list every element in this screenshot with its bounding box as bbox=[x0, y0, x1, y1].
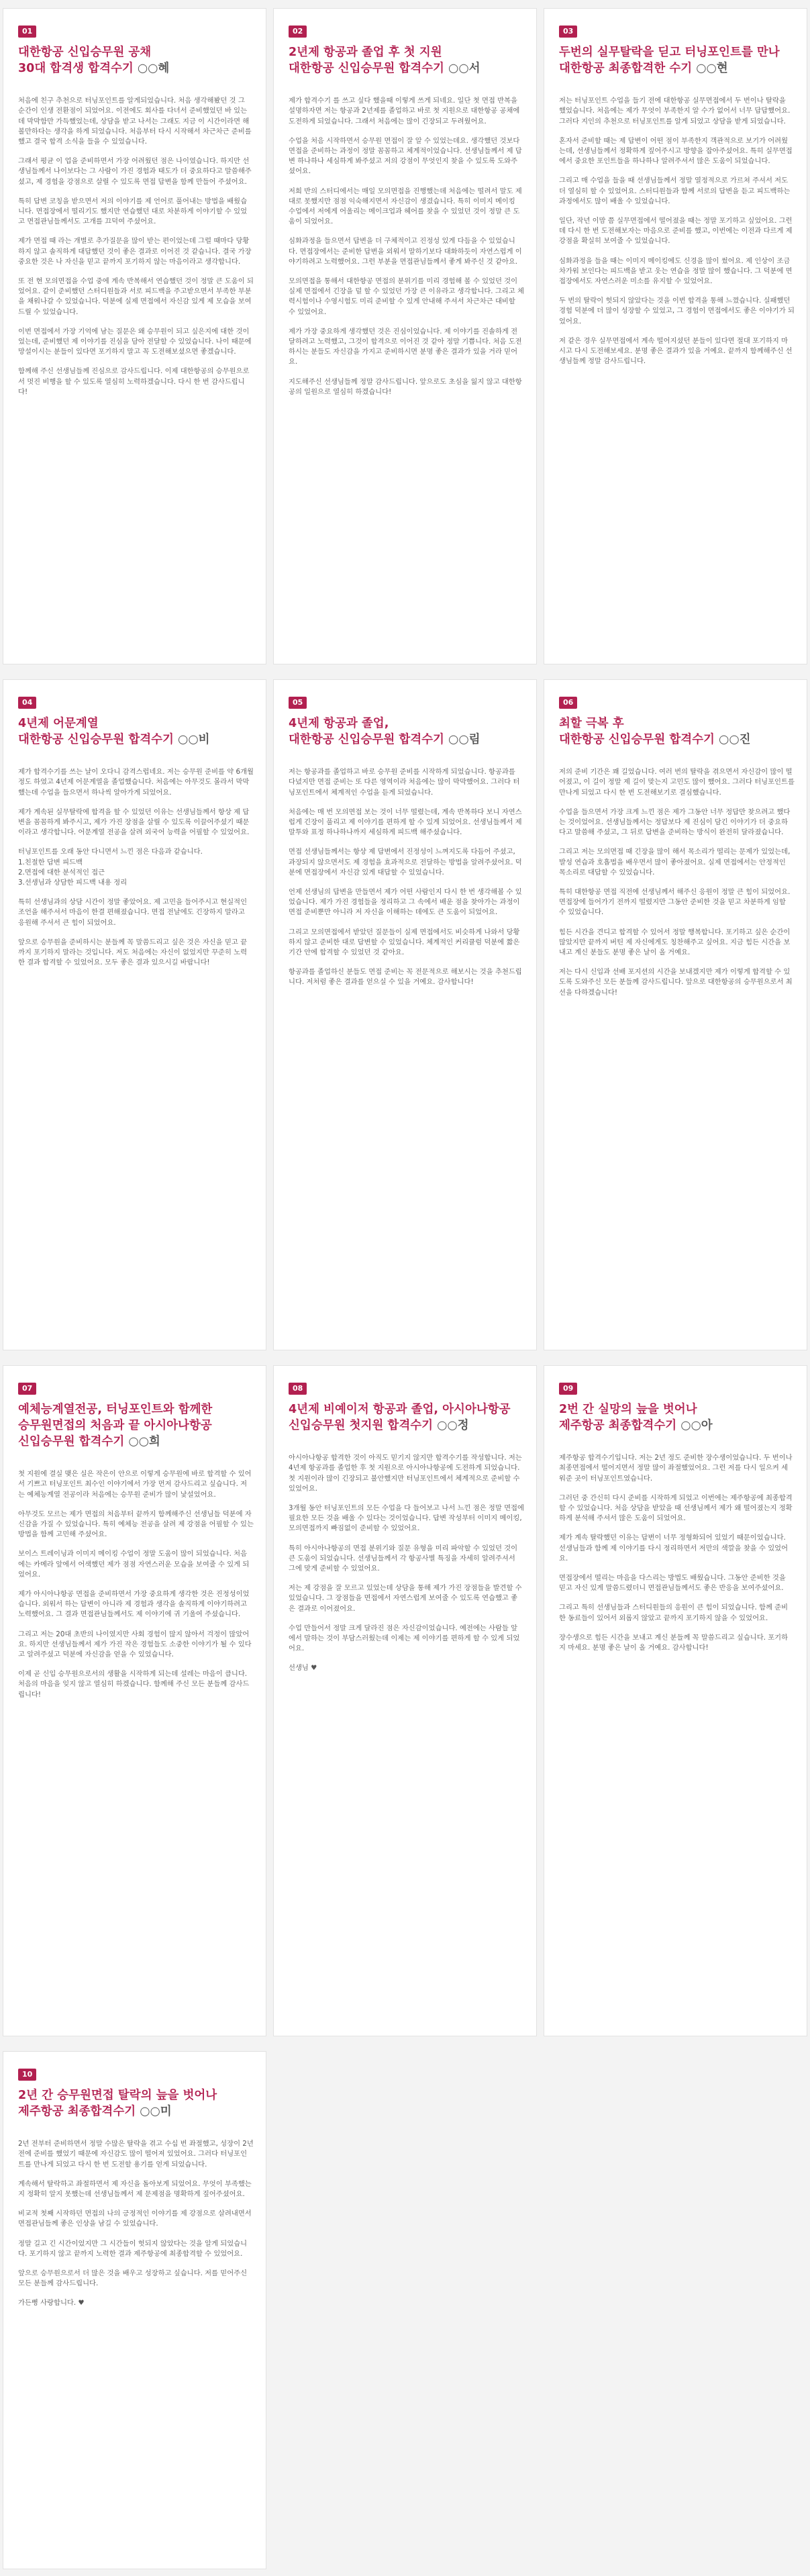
card-title: 두번의 실무탈락을 딛고 터닝포인트를 만나 대한항공 최종합격한 수기 ○○현 bbox=[559, 46, 780, 75]
card-number-badge: 04 bbox=[18, 697, 36, 709]
testimonial-card[interactable] bbox=[273, 8, 537, 664]
card-title: 대한항공 신입승무원 공채 30대 합격생 합격수기 ○○혜 bbox=[18, 46, 170, 75]
card-number-badge: 08 bbox=[289, 1383, 307, 1395]
testimonial-card[interactable] bbox=[544, 8, 807, 664]
card-number-badge: 10 bbox=[18, 2069, 36, 2081]
card-body: 2년 전부터 준비하면서 정말 수많은 탈락을 겪고 수십 번 좌절했고, 성장이 2년 전에 준비를 했었기 때문에 자신감도 많이 떨어져 있었어요. 그러다 터닝포인트를 만나게 되었고 다시 한 번 도전할 용기를 얻게 되었습니다. 계속해서 탈락하고 좌절하면서 제 자신을 돌아보게 되었어요. 무엇이 부족했는지 정확히 알지 못했는데 선생님들께서 제 문제점을 명확하게 짚어주셨어요. 비교적 첫째 시작하던 면접의 나의 긍정적인 이야기를 제 강점으로 살려내면서 면접관님들께 좋은 인상을 남길 수 있었습니다. 정말 길고 긴 시간이었지만 그 시간들이 헛되지 않았다는 것을 알게 되었습니다. 포기하지 않고 끝까지 노력한 결과 제주항공에 최종합격할 수 있었어요. 앞으로 승무원으로서 더 많은 것을 배우고 성장하고 싶습니다. 저를 믿어주신 모든 분들께 감사드립니다. 가든뻥 사랑합니다. ♥ bbox=[18, 2140, 254, 2308]
card-body: 저는 항공과를 졸업하고 바로 승무원 준비를 시작하게 되었습니다. 항공과를 다녔지만 면접 준비는 또 다른 영역이라 처음에는 많이 막막했어요. 그러다 터닝포인트에서 체계적인 수업을 듣게 되었습니다. 처음에는 매 번 모의면접 보는 것이 너무 떨렸는데, 계속 반복하다 보니 자연스럽게 긴장이 풀리고 제 이야기를 편하게 할 수 있게 되었어요. 선생님들께서 제 말투와 표정 하나하나까지 세심하게 피드백 해주셨습니다. 면접 선생님들께서는 항상 제 답변에서 진정성이 느껴지도록 다듬어 주셨고, 과장되지 않으면서도 제 경험을 효과적으로 전달하는 방법을 알려주셨어요. 덕분에 면접장에서 자신감 있게 대답할 수 있었습니다. 언제 선생님의 답변을 만들면서 제가 어떤 사람인지 다시 한 번 생각해볼 수 있었습니다. 제가 가진 경험들을 정리하고 그 속에서 배운 점을 찾아가는 과정이 면접 준비뿐만 아니라 저 자신을 이해하는 데에도 큰 도움이 되었어요. 그리고 모의면접에서 받았던 질문들이 실제 면접에서도 비슷하게 나와서 당황하지 않고 준비한 대로 답변할 수 있었습니다. 체계적인 커리큘럼 덕분에 짧은 기간 안에 합격할 수 있었던 것 같아요. 항공과를 졸업하신 분들도 면접 준비는 꼭 전문적으로 해보시는 것을 추천드립니다. 저처럼 좋은 결과를 얻으실 수 있을 거예요. 감사합니다! bbox=[289, 768, 522, 987]
card-title: 예체능계열전공, 터닝포인트와 함께한 승무원면접의 처음과 끝 아시아나항공 신입승무원 합격수기 ○○희 bbox=[18, 1403, 213, 1448]
testimonial-card[interactable] bbox=[3, 1365, 266, 2036]
card-number-badge: 06 bbox=[559, 697, 577, 709]
card-number-badge: 03 bbox=[559, 26, 577, 38]
card-number-badge: 09 bbox=[559, 1383, 577, 1395]
author-name: ○○미 bbox=[140, 2105, 172, 2118]
card-body: 아시아나항공 합격한 것이 아직도 믿기지 않지만 합격수기를 작성합니다. 저는 4년제 항공과를 졸업한 후 첫 지원으로 아시아나항공에 도전하게 되었습니다. 첫 지원이라 많이 긴장되고 불안했지만 터닝포인트에서 체계적으로 준비할 수 있었어요. 3개월 동안 터닝포인트의 모든 수업을 다 들어보고 나서 느낀 점은 정말 면접에 필요한 모든 것을 배울 수 있다는 것이었습니다. 답변 작성부터 이미지 메이킹, 모의면접까지 빠짐없이 준비할 수 있었어요. 특히 아시아나항공의 면접 분위기와 질문 유형을 미리 파악할 수 있었던 것이 큰 도움이 되었습니다. 선생님들께서 각 항공사별 특징을 자세히 알려주셔서 그에 맞게 준비할 수 있었어요. 저는 제 강점을 잘 모르고 있었는데 상담을 통해 제가 가진 장점들을 발견할 수 있었습니다. 그 장점들을 면접에서 자연스럽게 보여줄 수 있도록 연습했고 좋은 결과로 이어졌어요. 수업 만들어서 정말 크게 달라진 점은 자신감이었습니다. 예전에는 사람들 앞에서 말하는 것이 부담스러웠는데 이제는 제 이야기를 편하게 할 수 있게 되었어요. 선생님 ♥ bbox=[289, 1454, 524, 1673]
testimonial-card[interactable] bbox=[273, 1365, 537, 2036]
card-body: 저의 준비 기간은 꽤 길었습니다. 여러 번의 탈락을 겪으면서 자신감이 많이 떨어졌고, 이 길이 정말 제 길이 맞는지 고민도 많이 했어요. 그러다 터닝포인트를 만나게 되었고 다시 한 번 도전해보기로 결심했습니다. 수업을 들으면서 가장 크게 느낀 점은 제가 그동안 너무 정답만 찾으려고 했다는 것이었어요. 선생님들께서는 정답보다 제 진심이 담긴 이야기가 더 중요하다고 말씀해 주셨고, 그 뒤로 답변을 준비하는 방식이 완전히 달라졌습니다. 그리고 저는 모의면접 때 긴장을 많이 해서 목소리가 떨리는 문제가 있었는데, 발성 연습과 호흡법을 배우면서 많이 좋아졌어요. 실제 면접에서는 안정적인 목소리로 대답할 수 있었습니다. 특히 대한항공 면접 직전에 선생님께서 해주신 응원이 정말 큰 힘이 되었어요. 면접장에 들어가기 전까지 떨렸지만 그동안 준비한 것을 믿고 차분하게 임할 수 있었습니다. 힘든 시간을 견디고 합격할 수 있어서 정말 행복합니다. 포기하고 싶은 순간이 많았지만 끝까지 버틴 제 자신에게도 칭찬해주고 싶어요. 지금 힘든 시간을 보내고 계신 분들도 분명 좋은 날이 올 거예요. 저는 다시 신입과 선배 포지션의 시간을 보내겠지만 제가 이렇게 합격할 수 있도록 도와주신 모든 분들께 감사드립니다. 앞으로 대한항공의 승무원으로서 최선을 다하겠습니다! bbox=[559, 768, 795, 997]
card-title: 2년제 항공과 졸업 후 첫 지원 대한항공 신입승무원 합격수기 ○○서 bbox=[289, 46, 480, 75]
card-body: 제주항공 합격수기입니다. 저는 2년 정도 준비한 장수생이었습니다. 두 번이나 최종면접에서 떨어지면서 정말 많이 좌절했었어요. 그런 저를 다시 일으켜 세워준 곳이 터닝포인트였습니다. 그러던 중 간신히 다시 준비를 시작하게 되었고 이번에는 제주항공에 최종합격할 수 있었습니다. 처음 상담을 받았을 때 선생님께서 제가 왜 떨어졌는지 정확하게 분석해 주셔서 많은 도움이 되었어요. 제가 계속 탈락했던 이유는 답변이 너무 정형화되어 있었기 때문이었습니다. 선생님들과 함께 제 이야기를 다시 정리하면서 저만의 색깔을 찾을 수 있었어요. 면접장에서 떨리는 마음을 다스리는 방법도 배웠습니다. 그동안 준비한 것을 믿고 자신 있게 말씀드렸더니 면접관님들께서도 좋은 반응을 보여주셨어요. 그리고 특히 선생님들과 스터디원들의 응원이 큰 힘이 되었습니다. 함께 준비한 동료들이 있어서 외롭지 않았고 끝까지 포기하지 않을 수 있었어요. 장수생으로 힘든 시간을 보내고 계신 분들께 꼭 말씀드리고 싶습니다. 포기하지 마세요. 분명 좋은 날이 올 거예요. 감사합니다! bbox=[559, 1454, 793, 1652]
author-name: ○○혜 bbox=[137, 62, 170, 75]
card-number-badge: 02 bbox=[289, 26, 307, 38]
card-body: 제가 합격수기 를 쓰고 싶다 했을때 이렇게 쓰게 되네요. 일단 첫 면접 반복을 설명하자면 저는 항공과 2년제를 졸업하고 바로 첫 지원으로 대한항공 공채에 도전하게 되었습니다. 그래서 처음에는 많이 긴장되고 두려웠어요. 수업을 처음 시작하면서 승무원 면접이 잘 알 수 있었는데요. 생각했던 것보다 면접을 준비하는 과정이 정말 꼼꼼하고 체계적이었습니다. 선생님들께서 제 답변 하나하나 세심하게 봐주셨고 저의 강점이 무엇인지 찾을 수 있도록 도와주셨어요. 저희 반의 스터디에서는 매일 모의면접을 진행했는데 처음에는 떨려서 말도 제대로 못했지만 점점 익숙해지면서 자신감이 생겼습니다. 특히 이미지 메이킹 수업에서 저에게 어울리는 메이크업과 헤어를 찾을 수 있었던 것이 정말 큰 도움이 되었어요. 심화과정을 들으면서 답변을 더 구체적이고 진정성 있게 다듬을 수 있었습니다. 면접장에서는 준비한 답변을 외워서 말하기보다 대화하듯이 자연스럽게 이야기하려고 노력했어요. 그런 부분을 면접관님들께서 좋게 봐주신 것 같아요. 모의면접을 통해서 대한항공 면접의 분위기를 미리 경험해 볼 수 있었던 것이 실제 면접에서 긴장을 덜 할 수 있었던 가장 큰 이유라고 생각합니다. 그리고 체력시험이나 수영시험도 미리 준비할 수 있게 안내해 주셔서 차근차근 대비할 수 있었어요. 제가 가장 중요하게 생각했던 것은 진심이었습니다. 제 이야기를 진솔하게 전달하려고 노력했고, 그것이 합격으로 이어진 것 같아 정말 기쁩니다. 처음 도전하시는 분들도 자신감을 가지고 준비하시면 분명 좋은 결과가 있을 거라 믿어요. 지도해주신 선생님들께 정말 감사드립니다. 앞으로도 초심을 잃지 않고 대한항공의 일원으로 열심히 하겠습니다! bbox=[289, 97, 524, 396]
card-title: 4년제 항공과 졸업, 대한항공 신입승무원 합격수기 ○○림 bbox=[289, 717, 480, 746]
card-body: 첫 지원에 결실 맺은 실은 작은이 안으로 이렇게 승무원에 바로 합격할 수 있어서 기쁘고 터닝포인트 최수인 이야기에서 가장 먼저 감사드리고 싶습니다. 저는 예체능계열 전공이라 처음에는 승무원 준비가 많이 낯설었어요. 아무것도 모르는 제가 면접의 처음부터 끝까지 함께해주신 선생님들 덕분에 자신감을 가질 수 있었습니다. 특히 예체능 전공을 살려 제 강점을 어필할 수 있는 방법을 함께 고민해 주셨어요. 보이스 트레이닝과 이미지 메이킹 수업이 정말 도움이 많이 되었습니다. 처음에는 카메라 앞에서 어색했던 제가 점점 자연스러운 모습을 보여줄 수 있게 되었어요. 제가 아시아나항공 면접을 준비하면서 가장 중요하게 생각한 것은 진정성이었습니다. 외워서 하는 답변이 아니라 제 경험과 생각을 솔직하게 이야기하려고 노력했어요. 그 결과 면접관님들께서도 제 이야기에 귀 기울여 주셨습니다. 그리고 저는 20대 초반의 나이였지만 사회 경험이 많지 않아서 걱정이 많았어요. 하지만 선생님들께서 제가 가진 작은 경험들도 소중한 이야기가 될 수 있다고 알려주셨고 덕분에 자신감을 얻을 수 있었습니다. 이제 곧 신입 승무원으로서의 생활을 시작하게 되는데 설레는 마음이 큽니다. 처음의 마음을 잊지 않고 열심히 하겠습니다. 함께해 주신 모든 분들께 감사드립니다! bbox=[18, 1470, 254, 1699]
card-title: 2번 간 실망의 늪을 벗어나 제주항공 최종합격수기 ○○아 bbox=[559, 1403, 713, 1432]
author-name: ○○정 bbox=[437, 1419, 469, 1432]
author-name: ○○림 bbox=[448, 733, 480, 746]
testimonial-card[interactable] bbox=[3, 679, 266, 1350]
card-title: 4년제 어문계열 대한항공 신입승무원 합격수기 ○○비 bbox=[18, 717, 210, 746]
testimonial-card[interactable] bbox=[273, 679, 537, 1350]
card-title: 2년 간 승무원면접 탈락의 늪을 벗어나 제주항공 최종합격수기 ○○미 bbox=[18, 2089, 217, 2118]
card-number-badge: 07 bbox=[18, 1383, 36, 1395]
author-name: ○○비 bbox=[178, 733, 210, 746]
author-name: ○○서 bbox=[448, 62, 480, 75]
author-name: ○○현 bbox=[696, 62, 728, 75]
testimonial-card[interactable] bbox=[544, 1365, 807, 2036]
testimonial-card[interactable] bbox=[544, 679, 807, 1350]
testimonial-card[interactable] bbox=[3, 8, 266, 664]
author-name: ○○아 bbox=[680, 1419, 713, 1432]
author-name: ○○희 bbox=[128, 1435, 160, 1448]
author-name: ○○진 bbox=[719, 733, 751, 746]
card-number-badge: 01 bbox=[18, 26, 36, 38]
card-number-badge: 05 bbox=[289, 697, 307, 709]
card-body: 저는 터닝포인트 수업을 들기 전에 대한항공 실무면접에서 두 번이나 탈락을 했었습니다. 처음에는 제가 무엇이 부족한지 알 수가 없어서 너무 답답했어요. 그러다 지인의 추천으로 터닝포인트를 알게 되었고 상담을 받게 되었습니다. 혼자서 준비할 때는 제 답변이 어떤 점이 부족한지 객관적으로 보기가 어려웠는데, 선생님들께서 정확하게 짚어주시고 방향을 잡아주셨어요. 특히 실무면접에서 중요한 포인트들을 하나하나 알려주셔서 많은 도움이 되었습니다. 그리고 매 수업을 들을 때 선생님들께서 정말 열정적으로 가르쳐 주셔서 저도 더 열심히 할 수 있었어요. 스터디원들과 함께 서로의 답변을 듣고 피드백하는 과정에서도 많이 배울 수 있었습니다. 일단, 작년 이맘 쯤 실무면접에서 떨어졌을 때는 정말 포기하고 싶었어요. 그런데 다시 한 번 도전해보자는 마음으로 준비를 했고, 이번에는 이전과 다르게 제 강점을 확실히 보여줄 수 있었습니다. 심화과정을 들을 때는 이미지 메이킹에도 신경을 많이 썼어요. 제 인상이 조금 차가워 보인다는 피드백을 받고 웃는 연습을 정말 많이 했습니다. 그 덕분에 면접장에서도 자연스러운 미소를 유지할 수 있었어요. 두 번의 탈락이 헛되지 않았다는 것을 이번 합격을 통해 느꼈습니다. 실패했던 경험 덕분에 더 많이 성장할 수 있었고, 그 경험이 면접에서도 좋은 이야기가 되었어요. 저 같은 경우 실무면접에서 계속 떨어지셨던 분들이 있다면 절대 포기하지 마시고 다시 도전해보세요. 분명 좋은 결과가 있을 거예요. 끝까지 함께해주신 선생님들께 정말 감사드립니다. bbox=[559, 97, 795, 366]
card-title: 최할 극복 후 대한항공 신입승무원 합격수기 ○○진 bbox=[559, 717, 751, 746]
testimonial-card[interactable] bbox=[3, 2051, 266, 2569]
card-title: 4년제 비예이저 항공과 졸업, 아시아나항공 신입승무원 첫지원 합격수기 ○○정 bbox=[289, 1403, 511, 1432]
card-body: 제가 합격수기를 쓰는 날이 오다니 감격스럽네요. 저는 승무원 준비를 약 6개월 정도 하였고 4년제 어문계열을 졸업했습니다. 처음에는 아무것도 몰라서 막막했는데 수업을 들으면서 하나씩 알아가게 되었어요. 제가 계속된 실무탈락에 합격을 할 수 있었던 이유는 선생님들께서 항상 제 답변을 꼼꼼하게 봐주시고, 제가 가진 장점을 살릴 수 있도록 이끌어주셨기 때문이라고 생각합니다. 어문계열 전공을 살려 외국어 능력을 어필할 수 있었어요. 터닝포인트를 오래 동안 다니면서 느낀 점은 다음과 같습니다. 1.친절한 답변 피드백 2.면접에 대한 분석적인 접근 3.선생님과 상담한 피드백 내용 정리 특히 선생님과의 상담 시간이 정말 좋았어요. 제 고민을 들어주시고 현실적인 조언을 해주셔서 마음이 한결 편해졌습니다. 면접 전날에도 긴장하지 말라고 응원해 주셔서 큰 힘이 되었어요. 앞으로 승무원을 준비하시는 분들께 꼭 말씀드리고 싶은 것은 자신을 믿고 끝까지 포기하지 말라는 것입니다. 저도 처음에는 자신이 없었지만 꾸준히 노력한 결과 합격할 수 있었어요. 모두 좋은 결과 있으시길 바랍니다! bbox=[18, 768, 254, 967]
card-body: 처음에 친구 추천으로 터닝포인트를 알게되었습니다. 처음 생각해봤던 것 그 순간이 인생 전환점이 되었어요. 이전에도 회사를 다녀서 준비했었던 바 있는데 막막함만 가득했었는데, 상담을 받고 나서는 그래도 지금 이 시간이라면 해볼만하다는 생각을 하게 되었습니다. 처음부터 다시 시작해서 차근차근 준비를 했고 결국 합격 소식을 들을 수 있었습니다. 그래서 평균 이 업을 준비하면서 가장 어려웠던 점은 나이였습니다. 하지만 선생님들께서 나이보다는 그 사람이 가진 경험과 태도가 더 중요하다고 말씀해주셨고, 제 경험을 강점으로 살릴 수 있도록 면접 답변을 함께 만들어 주셨어요. 특히 답변 코칭을 받으면서 저의 이야기를 제 언어로 풀어내는 방법을 배웠습니다. 면접장에서 떨리기도 했지만 연습했던 대로 차분하게 이야기할 수 있었고 면접관님들께서도 고개를 끄덕여 주셨어요. 제가 면접 때 라는 개별로 추가질문을 많이 받는 편이었는데 그럴 때마다 당황하지 않고 솔직하게 대답했던 것이 좋은 결과로 이어진 것 같습니다. 결국 가장 중요한 것은 나 자신을 믿고 끝까지 포기하지 않는 마음이라고 생각합니다. 또 전 현 모의면접을 수업 중에 계속 반복해서 연습했던 것이 정말 큰 도움이 되었어요. 같이 준비했던 스터디원들과 서로 피드백을 주고받으면서 부족한 부분을 채워나갈 수 있었습니다. 덕분에 실제 면접에서 자신감 있게 제 모습을 보여드릴 수 있었습니다. 이번 면접에서 가장 기억에 남는 질문은 왜 승무원이 되고 싶은지에 대한 것이었는데, 준비했던 제 이야기를 진심을 담아 전달할 수 있었습니다. 나이 때문에 망설이시는 분들이 있다면 포기하지 말고 꼭 도전해보셨으면 좋겠습니다. 함께해 주신 선생님들께 진심으로 감사드립니다. 이제 대한항공의 승무원으로서 멋진 비행을 할 수 있도록 열심히 노력하겠습니다. 다시 한 번 감사드립니다! bbox=[18, 97, 254, 396]
